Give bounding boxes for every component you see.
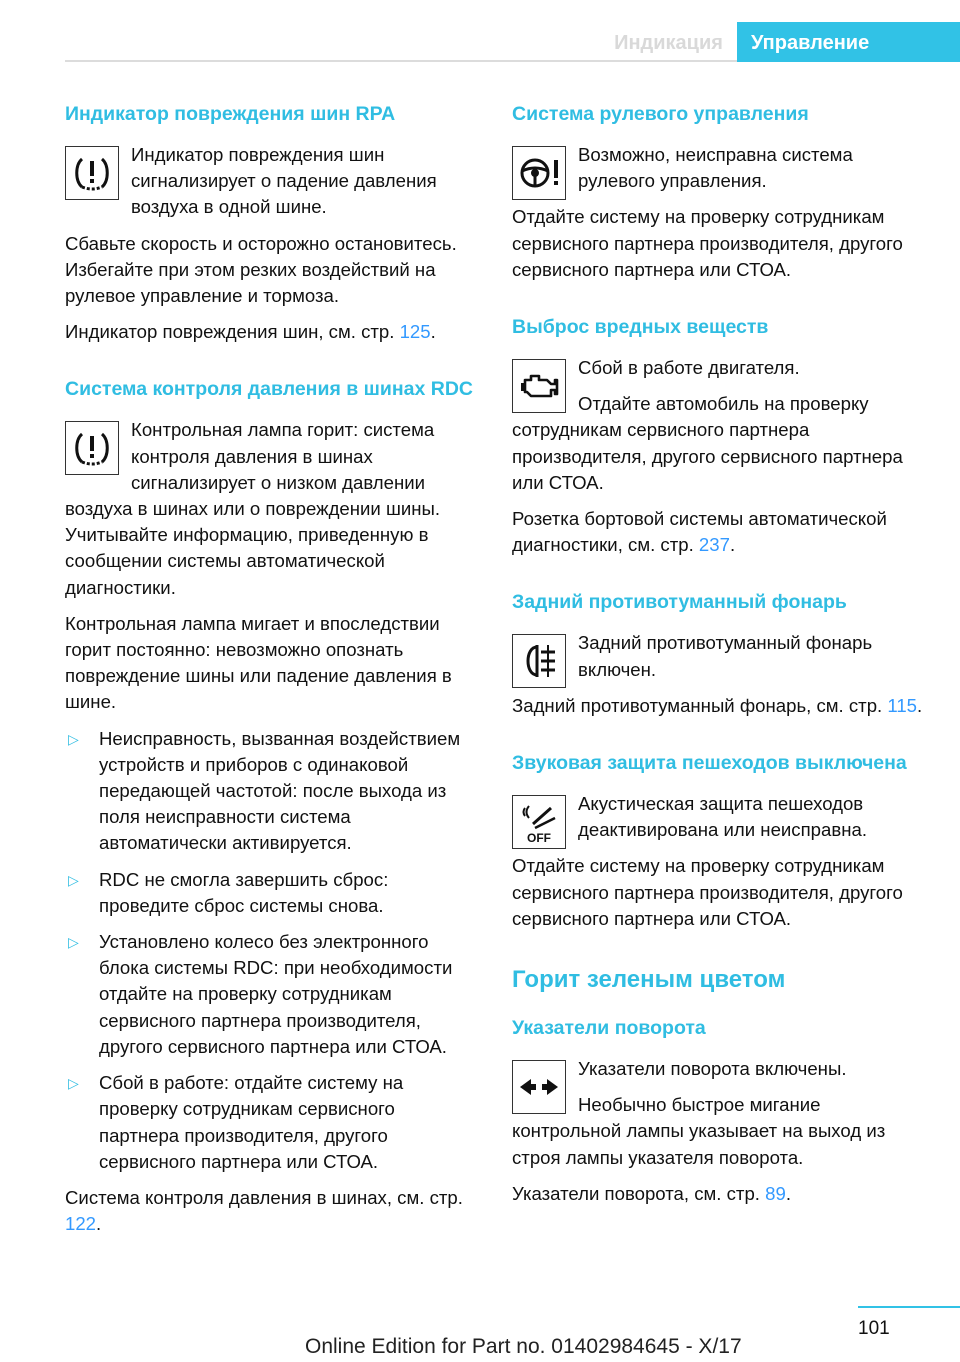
section-heading-rpa: Индикатор повреждения шин RPA xyxy=(65,103,396,125)
section-heading-green: Горит зеленым цветом xyxy=(512,966,786,994)
list-item: ▷ Неисправность, вызванная воздействием устройств и приборов с одинаковой передающей частотой: после выхода из поля неисправности система автоматически активируется. xyxy=(68,727,461,854)
triangle-bullet-icon: ▷ xyxy=(68,871,79,888)
turn-signal-arrows-icon xyxy=(512,1060,566,1114)
pedestrian-text-2: Отдайте систему на проверку сотрудникам сервисного партнера производителя, другого сервисного партнера или СТОА. xyxy=(512,855,903,929)
rdc-text-3: Система контроля давления в шинах, см. стр. 122. xyxy=(65,1186,463,1235)
section-heading-turn-signals: Указатели поворота xyxy=(512,1017,706,1040)
section-heading-rear-fog: Задний противотуманный фонарь xyxy=(512,591,847,614)
page-number: 101 xyxy=(858,1318,890,1339)
tire-pressure-warning-icon xyxy=(65,421,119,475)
turn-text-3: Указатели поворота, см. стр. 89. xyxy=(512,1182,791,1204)
right-column xyxy=(512,100,927,1217)
rdc-text-1: Контрольная лампа горит: система контроля давления в шинах сигнализирует о низком давлении воздуха в шинах или о повреждении шины. Учитывайте информацию, приведенную в сообщении системы автоматической диагностики. xyxy=(65,419,441,598)
tab-controls[interactable]: Управление xyxy=(737,22,960,62)
list-item: ▷ RDC не смогла завершить сброс: проведите сброс системы снова. xyxy=(68,868,389,916)
rear-fog-text-1: Задний противотуманный фонарь включен. xyxy=(578,632,873,680)
steering-warning-icon xyxy=(512,146,566,200)
rdc-text-2: Контрольная лампа мигает и впоследствии горит постоянно: невозможно опознать повреждение шины или падение давления в шине. xyxy=(65,612,452,713)
pedestrian-text-1: Акустическая защита пешеходов деактивирована или неисправна. xyxy=(578,793,867,841)
left-column xyxy=(65,100,480,1247)
page-link-115[interactable]: 115 xyxy=(887,694,918,716)
off-label: OFF xyxy=(527,831,551,845)
page-link-125[interactable]: 125 xyxy=(399,321,431,343)
rpa-text-3: Индикатор повреждения шин, см. стр. 125. xyxy=(65,321,436,343)
turn-text-1: Указатели поворота включены. xyxy=(578,1058,847,1080)
rpa-text-2: Сбавьте скорость и осторожно остановитесь. Избегайте при этом резких воздействий на рулевое управление и тормоза. xyxy=(65,232,457,307)
pedestrian-sound-off-icon xyxy=(512,795,566,849)
section-heading-steering: Система рулевого управления xyxy=(512,103,809,125)
triangle-bullet-icon: ▷ xyxy=(68,1075,79,1092)
section-heading-rdc: Система контроля давления в шинах RDC xyxy=(65,378,474,401)
list-item: ▷ Сбой в работе: отдайте систему на проверку сотрудникам сервисного партнера производителя, другого сервисного партнера или СТОА. xyxy=(68,1072,404,1172)
rdc-bullet-list xyxy=(65,726,480,1175)
tab-indication[interactable]: Индикация xyxy=(614,32,723,54)
rear-fog-text-2: Задний противотуманный фонарь, см. стр. 115. xyxy=(512,694,923,716)
engine-check-icon xyxy=(512,359,566,413)
turn-text-2: Необычно быстрое мигание контрольной лампы указывает на выход из строя лампы указателя поворота. xyxy=(512,1094,886,1168)
emissions-text-2: Отдайте автомобиль на проверку сотрудникам сервисного партнера производителя, другого сервисного партнера или СТОА. xyxy=(512,393,903,493)
emissions-text-3: Розетка бортовой системы автоматической диагностики, см. стр. 237. xyxy=(512,508,887,556)
steering-text-2: Отдайте систему на проверку сотрудникам сервисного партнера производителя, другого сервисного партнера или СТОА. xyxy=(512,206,903,280)
list-item: ▷ Установлено колесо без электронного блока системы RDC: при необходимости отдайте на проверку сотрудникам сервисного партнера производителя, другого сервисного партнера или СТОА. xyxy=(68,931,453,1057)
footer-rule xyxy=(858,1306,960,1308)
emissions-text-1: Сбой в работе двигателя. xyxy=(578,357,800,379)
tire-pressure-warning-icon xyxy=(65,146,119,200)
triangle-bullet-icon: ▷ xyxy=(68,730,79,747)
triangle-bullet-icon: ▷ xyxy=(68,934,79,951)
steering-text-1: Возможно, неисправна система рулевого управления. xyxy=(578,144,853,192)
rpa-text-1: Индикатор повреждения шин сигнализирует о падение давления воздуха в одной шине. xyxy=(131,144,437,218)
section-heading-pedestrian: Звуковая защита пешеходов выключена xyxy=(512,752,907,775)
section-heading-emissions: Выброс вредных веществ xyxy=(512,316,769,339)
page-link-89[interactable]: 89 xyxy=(765,1182,786,1204)
page-link-237[interactable]: 237 xyxy=(698,534,730,556)
edition-footer: Online Edition for Part no. 01402984645 - X/17 xyxy=(305,1335,742,1358)
page-link-122[interactable]: 122 xyxy=(65,1213,97,1235)
rear-fog-light-icon xyxy=(512,634,566,688)
